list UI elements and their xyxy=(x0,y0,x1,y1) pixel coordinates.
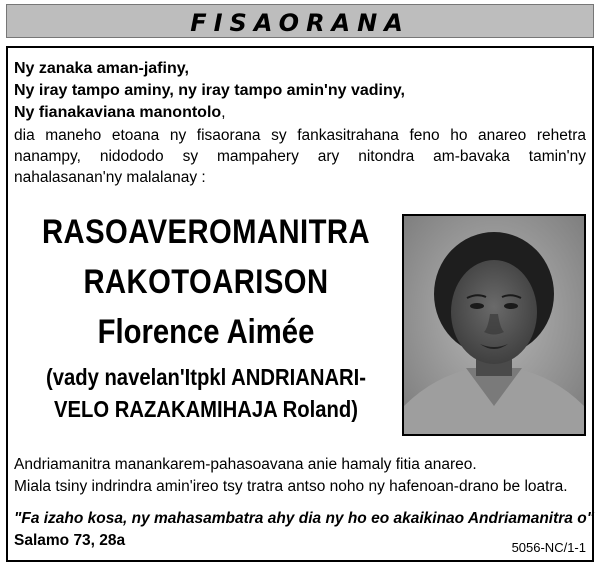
intro-line-3-comma: , xyxy=(221,104,226,121)
intro-line-1: Ny zanaka aman-jafiny, xyxy=(14,60,189,77)
intro-line-3 xyxy=(14,102,226,124)
bible-verse-reference: Salamo 73, 28a xyxy=(14,532,126,549)
spouse-line-2: VELO RAZAKAMIHAJA Roland) xyxy=(54,396,358,422)
spouse-line-1: (vady navelan'Itpkl ANDRIANARI- xyxy=(45,364,367,390)
header-banner xyxy=(6,4,594,38)
page-title: FISAORANA xyxy=(190,9,410,37)
intro-line-3-text: Ny fianakaviana manontolo xyxy=(14,104,222,121)
closing-line-1: Andriamanitra manankarem-pahasoavana anie hamaly fitia anareo. xyxy=(14,456,477,473)
deceased-given-names: Florence Aimée xyxy=(97,313,315,351)
portrait-illustration xyxy=(404,216,584,434)
intro-paragraph: dia maneho etoana ny fisaorana sy fankasitrahana feno ho anareo rehetra nanampy, nidododo sy mampahery ary nitondra am-bavaka tamin'ny nahalasanan'ny malalanay : xyxy=(14,127,586,186)
intro-line-2: Ny iray tampo aminy, ny iray tampo amin'ny vadiny, xyxy=(14,82,405,99)
deceased-portrait-photo xyxy=(402,214,586,436)
deceased-name-2: RAKOTOARISON xyxy=(83,263,329,301)
deceased-name-1: RASOAVEROMANITRA xyxy=(42,213,370,251)
notice-reference-code: 5056-NC/1-1 xyxy=(511,540,586,555)
bible-verse-quote: "Fa izaho kosa, ny mahasambatra ahy dia ny ho eo akaikinao Andriamanitra o" xyxy=(14,510,595,527)
closing-line-2: Miala tsiny indrindra amin'ireo tsy tratra antso noho ny hafenoan-drano be loatra. xyxy=(14,478,568,495)
